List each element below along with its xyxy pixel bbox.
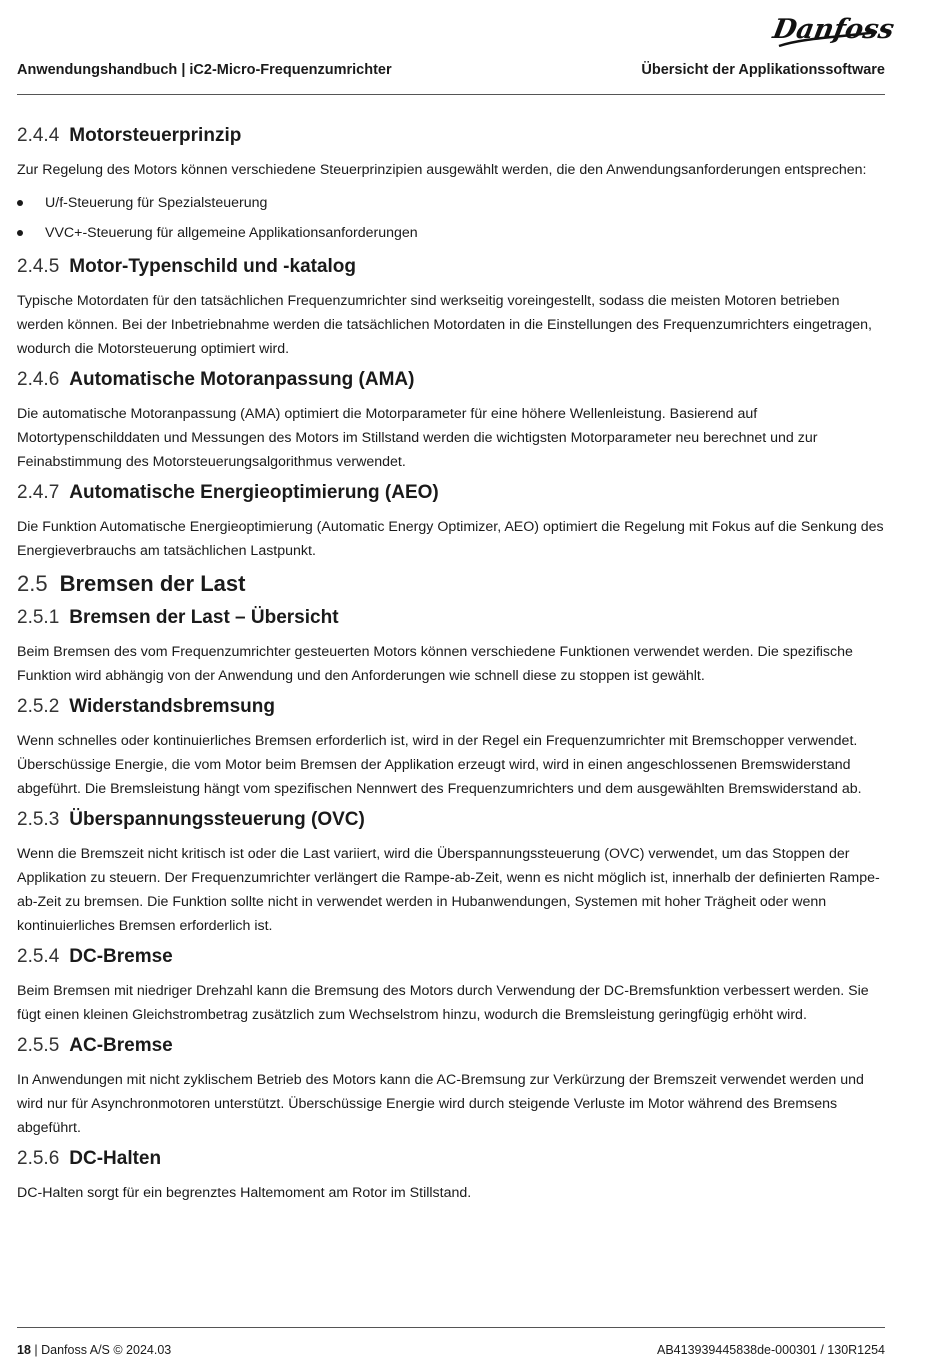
section-heading-2-4-7: 2.4.7 Automatische Energieoptimierung (AEO) <box>17 482 439 503</box>
section-heading-2-5-3: 2.5.3 Überspannungssteuerung (OVC) <box>17 809 365 830</box>
paragraph: DC-Halten sorgt für ein begrenztes Haltemoment am Rotor im Stillstand. <box>17 1185 472 1201</box>
page-body <box>17 117 885 1211</box>
section-heading-2-5-4: 2.5.4 DC-Bremse <box>17 946 173 967</box>
paragraph: Beim Bremsen des vom Frequenzumrichter gesteuerten Motors können verschiedene Funktionen verwendet werden. Die spezifische Funktion wird abhängig von der Anwendung und den Anforderungen wie schnell diese zu stoppen ist gewählt. <box>17 644 853 684</box>
section-heading-2-4-6: 2.4.6 Automatische Motoranpassung (AMA) <box>17 369 415 390</box>
paragraph: Wenn die Bremszeit nicht kritisch ist oder die Last variiert, wird die Überspannungssteuerung (OVC) verwendet, um das Stoppen der Applikation zu steuern. Der Frequenzumrichter verlängert die Rampe-ab-Zeit, wenn es nicht möglich ist, innerhalb der definierten Rampe-ab-Zeit zu bremsen. Die Funktion sollte nicht in verwendet werden in Hubanwendungen, Systemen mit hoher Trägheit oder wenn kontinuierliches Bremsen erforderlich ist. <box>17 846 880 934</box>
section-heading-2-5-6: 2.5.6 DC-Halten <box>17 1148 162 1169</box>
paragraph: Die automatische Motoranpassung (AMA) optimiert die Motorparameter für eine höhere Wellenleistung. Basierend auf Motortypenschilddaten und Messungen des Motors im Stillstand werden die wichtigsten Motorparameter neu berechnet und zur Feinabstimmung des Motorsteuerungsalgorithmus verwendet. <box>17 406 818 470</box>
footer-left: 18 | Danfoss A/S © 2024.03 <box>17 1343 172 1357</box>
bullet-list <box>17 188 885 248</box>
paragraph: Die Funktion Automatische Energieoptimierung (Automatic Energy Optimizer, AEO) optimiert die Regelung mit Fokus auf die Senkung des Energieverbrauchs am tatsächlichen Lastpunkt. <box>17 519 884 559</box>
list-item: VVC+-Steuerung für allgemeine Applikationsanforderungen <box>17 218 885 248</box>
section-heading-2-5-5: 2.5.5 AC-Bremse <box>17 1035 173 1056</box>
header-document-title: Anwendungshandbuch | iC2-Micro-Frequenzumrichter <box>17 62 392 78</box>
footer-document-id: AB413939445838de-000301 / 130R1254 <box>657 1343 885 1357</box>
svg-text:Danfoss: Danfoss <box>770 13 897 45</box>
section-heading-2-4-4: 2.4.4 Motorsteuerprinzip <box>17 125 242 146</box>
paragraph: Wenn schnelles oder kontinuierliches Bremsen erforderlich ist, wird in der Regel ein Frequenzumrichter mit Bremschopper verwendet. Überschüssige Energie, die vom Motor beim Bremsen der Applikation erzeugt wird, wird in einen angeschlossenen Bremswiderstand abgeführt. Die Bremsleistung hängt vom spezifischen Nennwert des Frequenzumrichters und dem ausgewählten Bremswiderstand ab. <box>17 733 862 797</box>
paragraph: In Anwendungen mit nicht zyklischem Betrieb des Motors kann die AC-Bremsung zur Verkürzung der Bremszeit verwendet werden und wird nur für Asynchronmotoren unterstützt. Überschüssige Energie wird durch steigende Verluste im Motor während des Bremsens abgeführt. <box>17 1072 864 1136</box>
section-heading-2-5-1: 2.5.1 Bremsen der Last – Übersicht <box>17 607 339 628</box>
list-item: U/f-Steuerung für Spezialsteuerung <box>17 188 885 218</box>
paragraph: Zur Regelung des Motors können verschiedene Steuerprinzipien ausgewählt werden, die den Anwendungsanforderungen entsprechen: <box>17 162 867 178</box>
bullet-icon <box>17 230 23 236</box>
section-heading-2-5: 2.5 Bremsen der Last <box>17 571 246 596</box>
danfoss-logo <box>770 8 897 52</box>
section-heading-2-4-5: 2.4.5 Motor-Typenschild und -katalog <box>17 256 357 277</box>
paragraph: Beim Bremsen mit niedriger Drehzahl kann die Bremsung des Motors durch Verwendung der DC-Bremsfunktion verbessert werden. Sie fügt einen kleinen Gleichstrombetrag zusätzlich zum Wechselstrom hinzu, wodurch die Bremsleistung geringfügig erhöht wird. <box>17 983 869 1023</box>
footer-rule <box>17 1327 885 1328</box>
paragraph: Typische Motordaten für den tatsächlichen Frequenzumrichter sind werkseitig voreingestellt, sodass die meisten Motoren betrieben werden können. Bei der Inbetriebnahme werden die tatsächlichen Motordaten in die Einstellungen des Frequenzumrichters eingetragen, wodurch die Motorsteuerung optimiert wird. <box>17 293 872 357</box>
page-number: 18 <box>17 1343 31 1357</box>
header-rule <box>17 94 885 95</box>
bullet-icon <box>17 200 23 206</box>
section-heading-2-5-2: 2.5.2 Widerstandsbremsung <box>17 696 275 717</box>
header-chapter-title: Übersicht der Applikationssoftware <box>641 62 885 78</box>
